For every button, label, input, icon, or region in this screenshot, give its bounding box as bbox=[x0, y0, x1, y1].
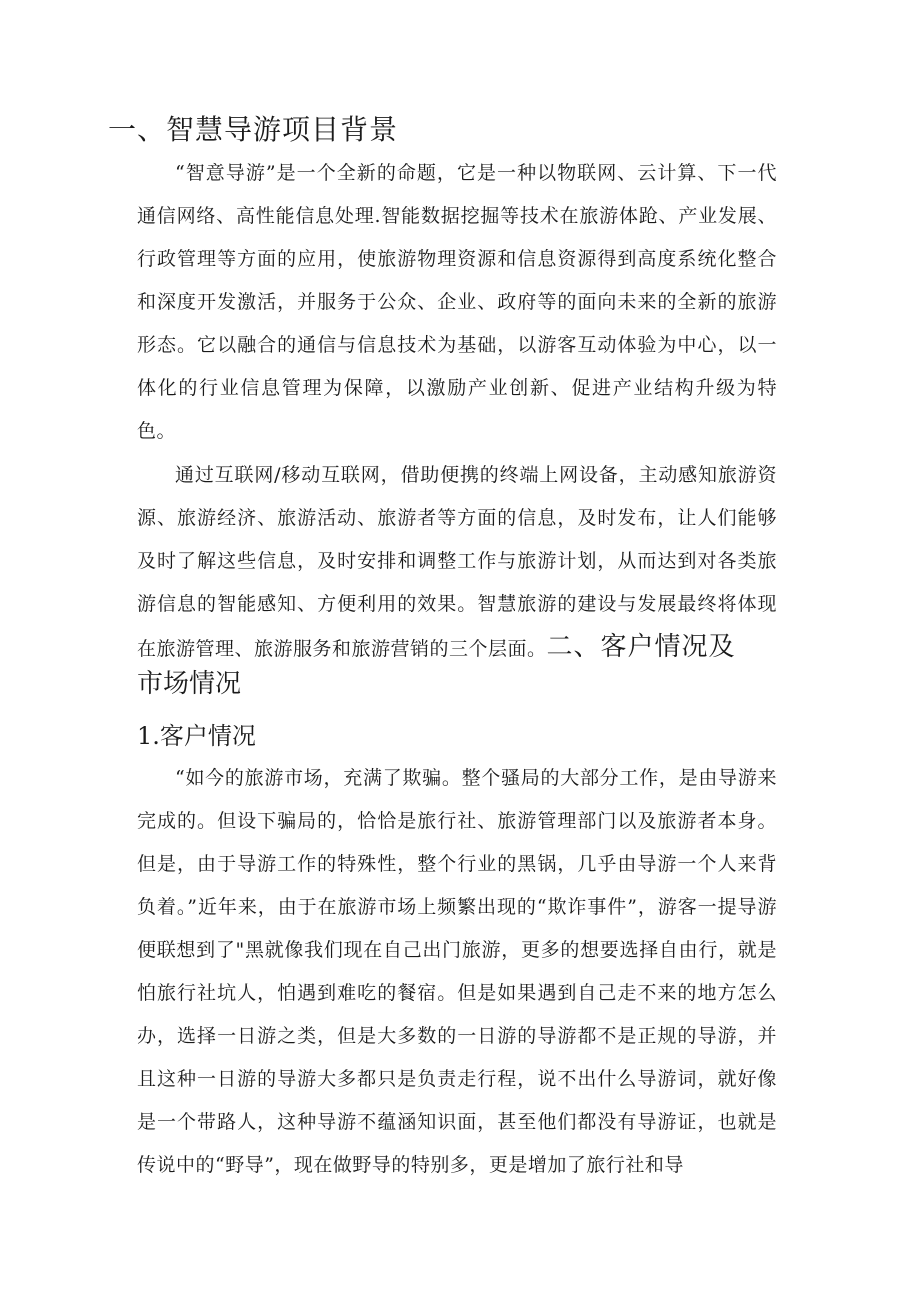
paragraph-definition: “智意导游”是一个全新的命题，它是一种以物联网、云计算、下一代通信网络、高性能信息处理.智能数据挖掘等技术在旅游体跄、产业发展、行政管理等方面的应用，使旅游物理资源和信息资源得到高度系统化整合和深度开发激活，并服务于公众、企业、政府等的面向未来的全新的旅游形态。它以融合的通信与信息技术为基础，以游客互动体验为中心，以一体化的行业信息管理为保障，以激励产业创新、促进产业结构升级为特色。 bbox=[137, 162, 777, 442]
subsection-heading-customer: 1.客户情况 bbox=[137, 722, 256, 750]
paragraph-customer: “如今的旅游市场，充满了欺骗。整个骚局的大部分工作，是由导游来完成的。但设下骗局的，恰恰是旅行社、旅游管理部门以及旅游者本身。但是，由于导游工作的特殊性，整个行业的黑锅，几乎由导游一个人来背负着。”近年来，由于在旅游市场上频繁出现的“欺诈事件”，游客一提导游便联想到了"黑就像我们现在自己出门旅游，更多的想要选择自由行，就是怕旅行社坑人，怕遇到难吃的餐宿。但是如果遇到自己走不来的地方怎么办，选择一日游之类，但是大多数的一日游的导游都不是正规的导游，并且这种一日游的导游大多都只是负责走行程，说不出什么导游词，就好像是一个带路人，这种导游不蕴涵知识面，甚至他们都没有导游证，也就是传说中的“野导”，现在做野导的特别多，更是增加了旅行社和导 bbox=[137, 767, 777, 1176]
section-heading-background: 一、智慧导游项目背景 bbox=[108, 113, 399, 146]
section-heading-customer-market-part1: 二、客户情况及 bbox=[546, 632, 736, 662]
paragraph-features bbox=[137, 454, 777, 671]
section-heading-customer-market-part2: 市场情况 bbox=[137, 669, 242, 699]
paragraph-features-text: 通过互联网/移动互联网，借助便携的终端上网设备，主动感知旅游资源、旅游经济、旅游活动、旅游者等方面的信息，及时发布，让人们能够及时了解这些信息，及时安排和调整工作与旅游计划，从而达到对各类旅游信息的智能感知、方便利用的效果。智慧旅游的建设与发展最终将体现在旅游管理、旅游服务和旅游营销的三个层面。 bbox=[137, 464, 777, 660]
